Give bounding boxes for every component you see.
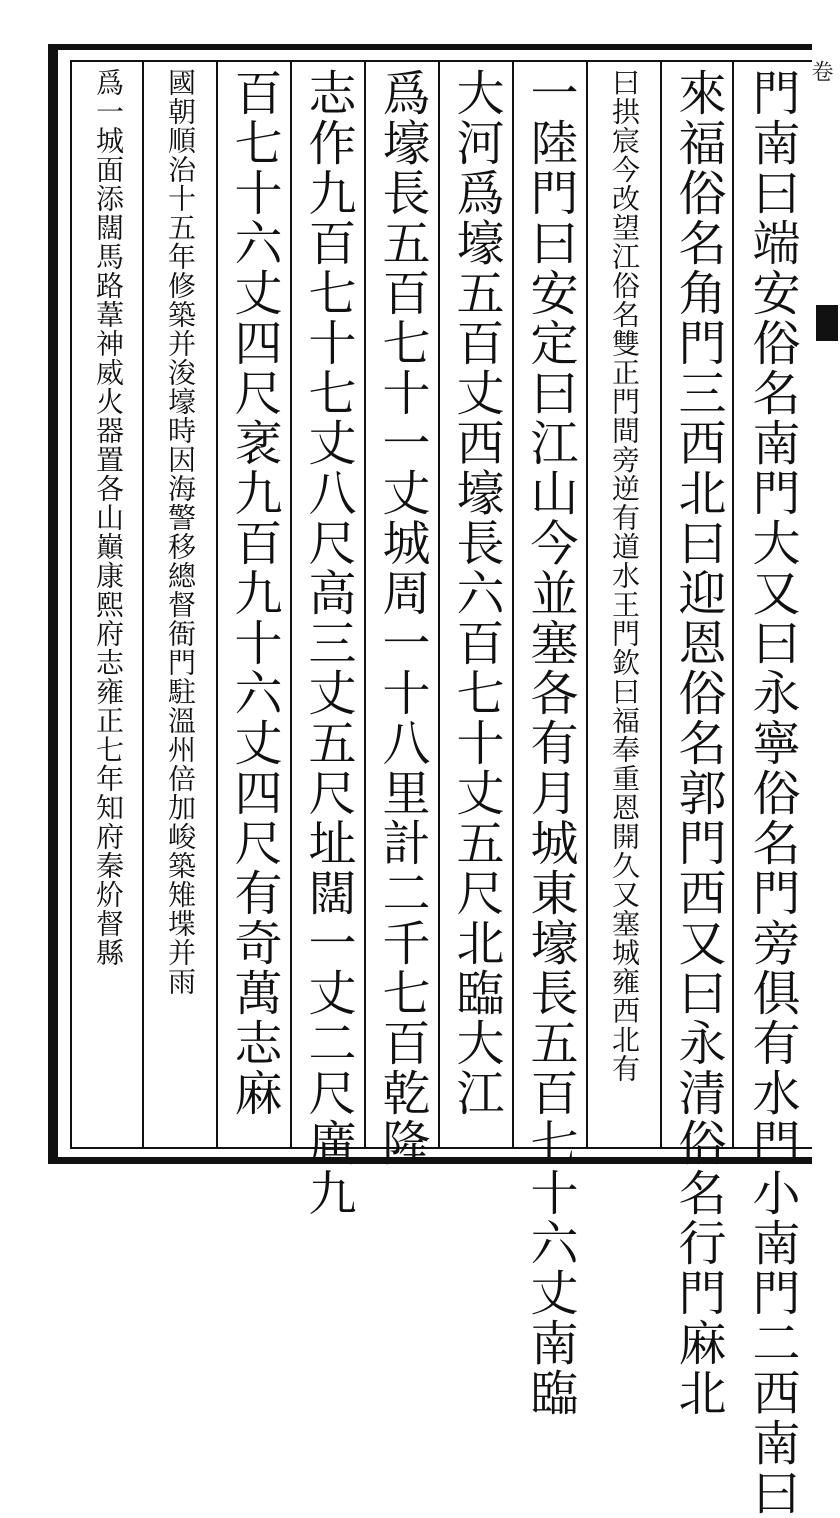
column-8-text: 百七十六丈四尺衺九百九十六丈四尺有奇萬志麻 (226, 68, 282, 1118)
column-8 (220, 68, 288, 1141)
column-1-text: 門南曰端安俗名南門大又曰永寧俗名門旁俱有水門小南門二西南曰 (744, 68, 800, 1518)
column-5-text: 大河爲壕五百丈西壕長六百七十丈五尺北臨大江 (448, 68, 504, 1118)
column-6 (368, 68, 436, 1168)
column-2 (664, 68, 732, 1418)
text-block (70, 60, 818, 1518)
column-rule (216, 62, 218, 1147)
column-rule (364, 62, 366, 1147)
column-7 (294, 68, 362, 1218)
column-rule (290, 62, 292, 1147)
column-rule (660, 62, 662, 1147)
column-2-text: 來福俗名角門三西北曰迎恩俗名郭門西又曰永清俗名行門麻北 (670, 68, 726, 1418)
column-4 (516, 68, 584, 1418)
column-rule (732, 62, 734, 1147)
column-7-text: 志作九百七十七丈八尺高三丈五尺址闊一丈二尺廣九 (300, 68, 356, 1218)
column-1 (738, 68, 806, 1518)
column-5 (442, 68, 510, 1141)
column-rule (438, 62, 440, 1147)
column-10-text: 爲一城面添闊馬路葦神威火器置各山巔康熙府志雍正七年知府秦炌督縣 (92, 68, 125, 967)
fishtail-mark (816, 305, 838, 341)
column-9-text: 國朝順治十五年修築并浚壕時因海警移總督衙門駐溫州倍加峻築雉堞并雨 (164, 68, 197, 996)
page-margin (808, 0, 840, 1209)
column-9 (146, 68, 214, 1141)
column-rule (512, 62, 514, 1147)
page-frame (48, 44, 818, 1518)
column-rule (142, 62, 144, 1147)
column-6-text: 爲壕長五百七十一丈城周一十八里計二千七百乾隆 (374, 68, 430, 1168)
margin-label: 卷 (808, 60, 833, 82)
column-3-text: 曰拱宸今改望江俗名雙正門間旁逆有道水王門欽曰福奉重恩開久又塞城雍西北有 (608, 68, 641, 1083)
column-4-text: 一陸門曰安定曰江山今並塞各有月城東壕長五百七十六丈南臨 (522, 68, 578, 1418)
column-10 (74, 68, 142, 1141)
column-rule (586, 62, 588, 1147)
column-3 (590, 68, 658, 1141)
